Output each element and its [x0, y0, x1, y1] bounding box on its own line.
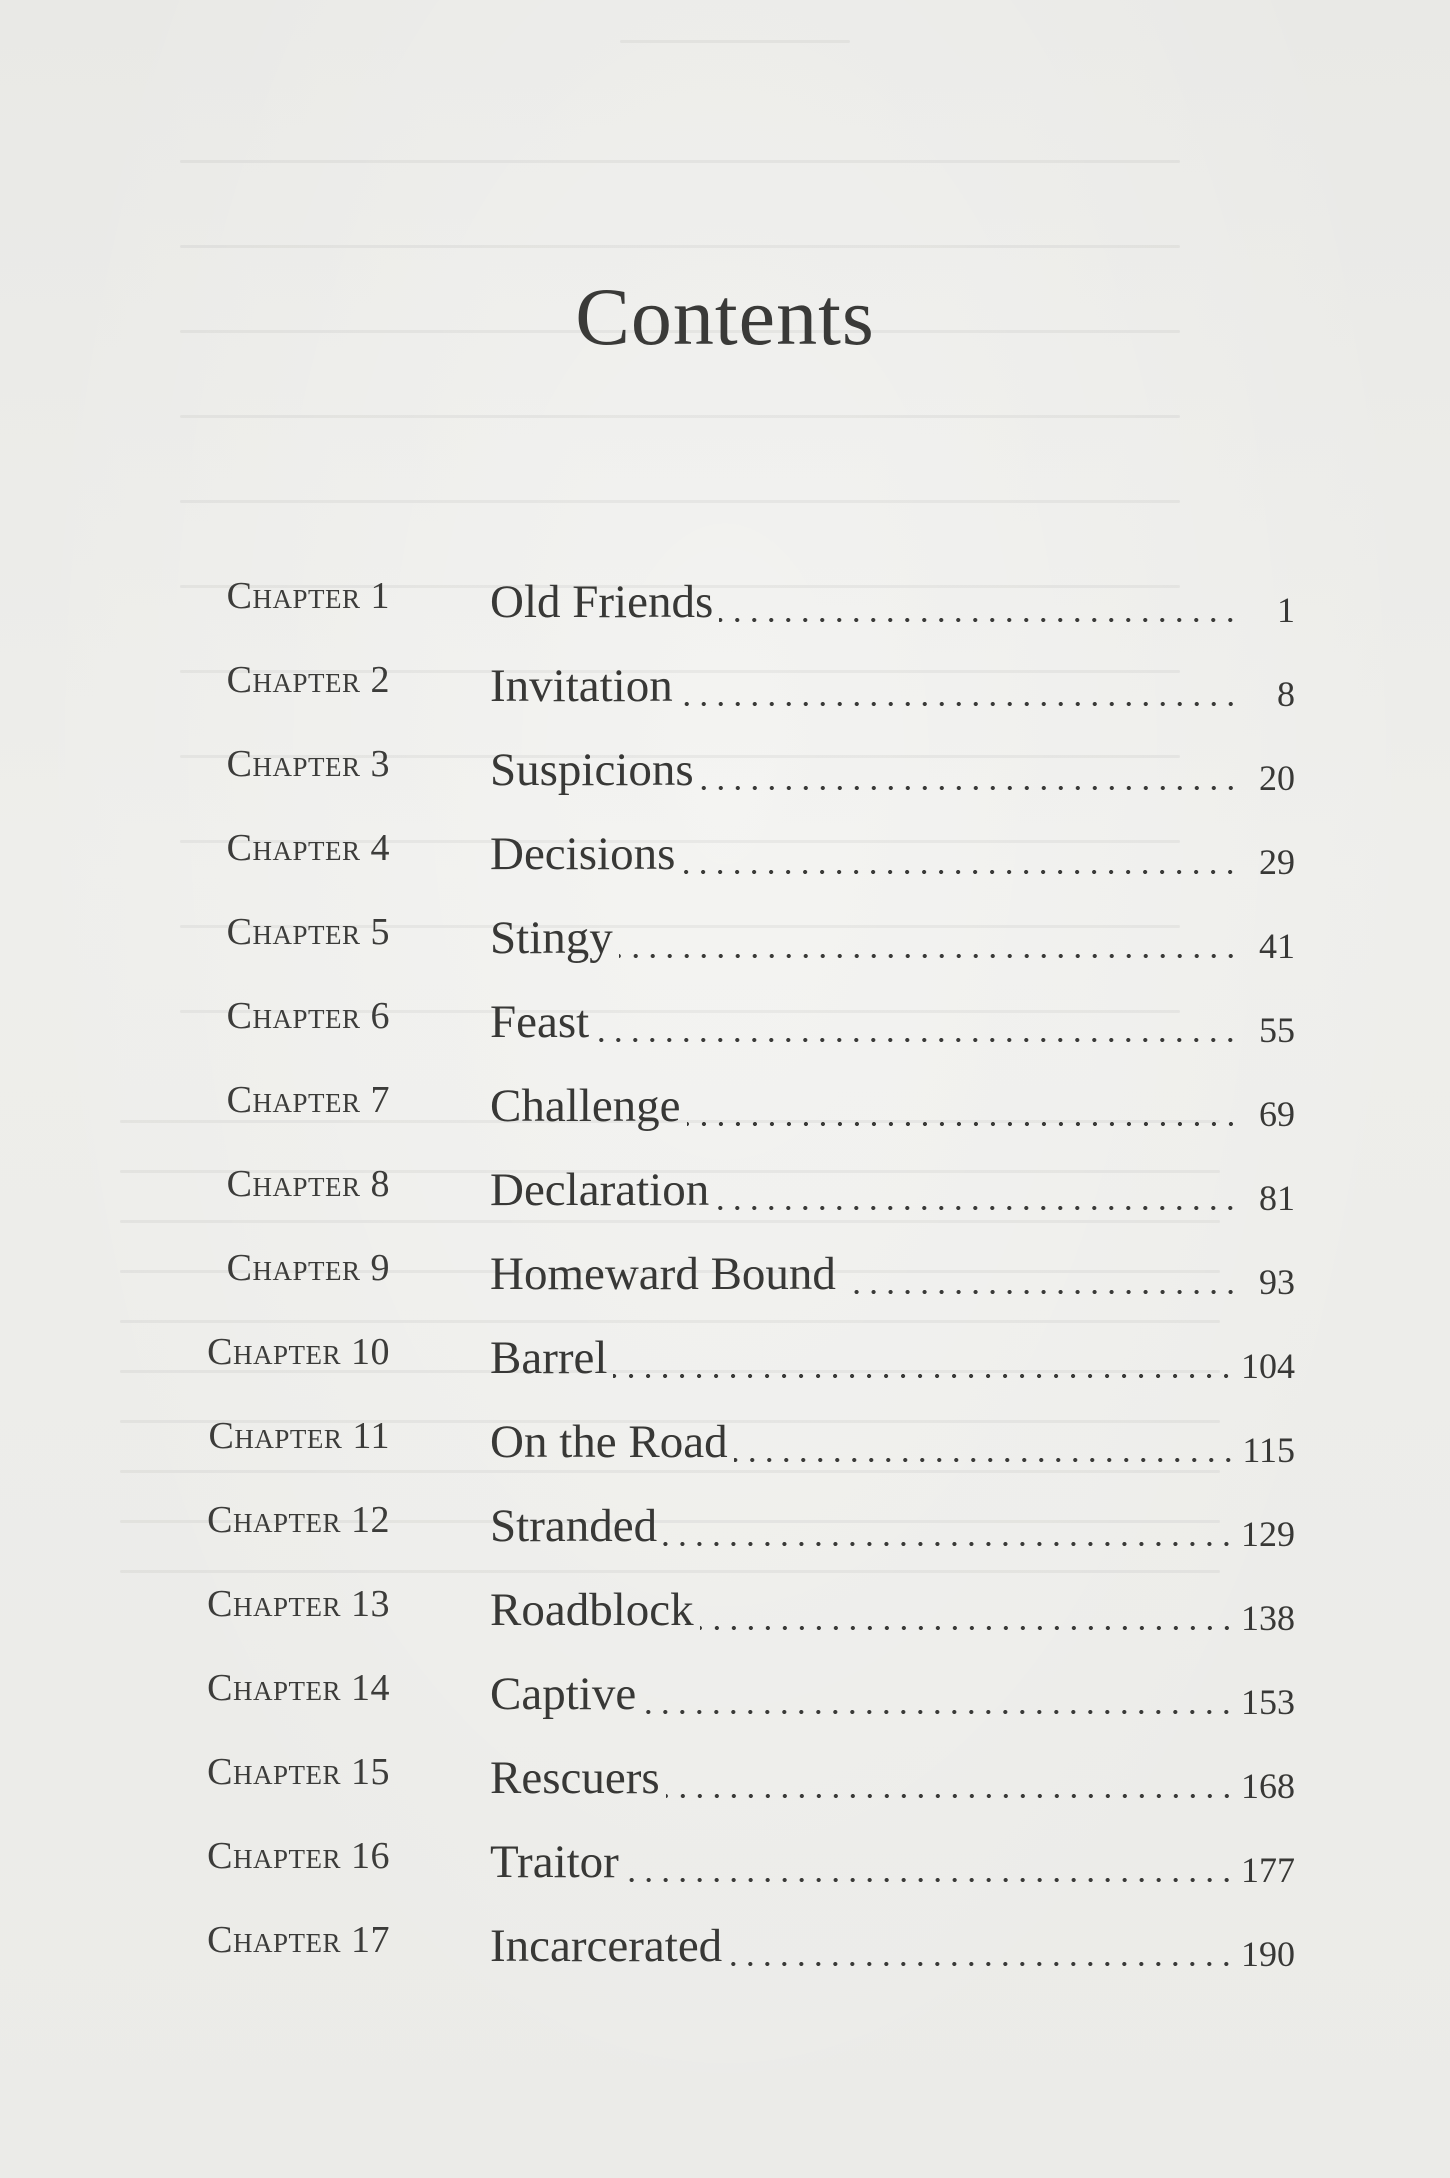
chapter-title: Rescuers [490, 1752, 660, 1804]
page-number: 69 [1259, 1094, 1295, 1134]
dot-leader [700, 784, 1239, 792]
dot-leader [715, 1204, 1239, 1212]
chapter-title: Feast [490, 996, 590, 1048]
chapter-line [490, 644, 1295, 728]
toc-entry [0, 812, 1450, 896]
page-number: 138 [1241, 1598, 1295, 1638]
page-number: 190 [1241, 1934, 1295, 1974]
chapter-line [490, 980, 1295, 1064]
chapter-title: Barrel [490, 1332, 608, 1384]
chapter-number: Chapter 6 [226, 995, 390, 1037]
page-number: 129 [1241, 1514, 1295, 1554]
toc-entry [0, 1652, 1450, 1736]
toc-entry [0, 1148, 1450, 1232]
chapter-line [490, 1568, 1295, 1652]
chapter-number: Chapter 14 [207, 1667, 390, 1709]
dot-leader [625, 1876, 1235, 1884]
chapter-line [490, 728, 1295, 812]
chapter-title: Old Friends [490, 576, 714, 628]
chapter-number: Chapter 16 [207, 1835, 390, 1877]
chapter-line [490, 1316, 1295, 1400]
toc-entry [0, 980, 1450, 1064]
chapter-title: Incarcerated [490, 1920, 723, 1972]
page-title: Contents [575, 271, 875, 362]
page-number: 20 [1259, 758, 1295, 798]
chapter-title: Roadblock [490, 1584, 694, 1636]
chapter-line [490, 812, 1295, 896]
page-number: 177 [1241, 1850, 1295, 1890]
chapter-line [490, 896, 1295, 980]
chapter-line [490, 1232, 1295, 1316]
chapter-line [490, 1484, 1295, 1568]
chapter-title: Stranded [490, 1500, 658, 1552]
chapter-line [490, 1400, 1295, 1484]
chapter-title: On the Road [490, 1416, 728, 1468]
chapter-number: Chapter 3 [226, 743, 390, 785]
page-number: 93 [1259, 1262, 1295, 1302]
chapter-number: Chapter 12 [207, 1499, 390, 1541]
chapter-title: Captive [490, 1668, 637, 1720]
chapter-number: Chapter 11 [208, 1415, 390, 1457]
page-number: 1 [1277, 590, 1295, 630]
chapter-number: Chapter 5 [226, 911, 390, 953]
toc-entry [0, 896, 1450, 980]
chapter-number: Chapter 2 [226, 659, 390, 701]
chapter-title: Homeward Bound [490, 1248, 836, 1300]
chapter-title: Declaration [490, 1164, 710, 1216]
dot-leader [728, 1960, 1235, 1968]
toc-entry [0, 644, 1450, 728]
chapter-title: Stingy [490, 912, 613, 964]
toc-entry [0, 560, 1450, 644]
page-number: 81 [1259, 1178, 1295, 1218]
chapter-title: Invitation [490, 660, 673, 712]
dot-leader [687, 1120, 1239, 1128]
toc-entry [0, 1736, 1450, 1820]
toc-entry [0, 1484, 1450, 1568]
toc-entry [0, 1232, 1450, 1316]
page-number: 115 [1242, 1430, 1295, 1470]
dot-leader [734, 1456, 1237, 1464]
chapter-title: Decisions [490, 828, 676, 880]
toc-entry [0, 1820, 1450, 1904]
chapter-line [490, 1904, 1295, 1988]
page-number: 29 [1259, 842, 1295, 882]
dot-leader [619, 952, 1239, 960]
chapter-number: Chapter 10 [207, 1331, 390, 1373]
dot-leader [595, 1036, 1239, 1044]
chapter-line [490, 1652, 1295, 1736]
page-number: 55 [1259, 1010, 1295, 1050]
chapter-number: Chapter 9 [226, 1247, 390, 1289]
dot-leader [666, 1792, 1235, 1800]
dot-leader [613, 1372, 1235, 1380]
toc-entry [0, 1064, 1450, 1148]
chapter-number: Chapter 7 [226, 1079, 390, 1121]
toc-entry [0, 728, 1450, 812]
chapter-line [490, 1820, 1295, 1904]
page-number: 153 [1241, 1682, 1295, 1722]
page-number: 104 [1241, 1346, 1295, 1386]
toc-entry [0, 1316, 1450, 1400]
dot-leader [679, 700, 1239, 708]
chapter-title: Traitor [490, 1836, 619, 1888]
toc-entry [0, 1400, 1450, 1484]
chapter-number: Chapter 8 [226, 1163, 390, 1205]
dot-leader [700, 1624, 1235, 1632]
chapter-line [490, 560, 1295, 644]
chapter-title: Suspicions [490, 744, 694, 796]
chapter-line [490, 1736, 1295, 1820]
toc-entry [0, 1568, 1450, 1652]
page-number: 168 [1241, 1766, 1295, 1806]
page-number: 41 [1259, 926, 1295, 966]
chapter-number: Chapter 4 [226, 827, 390, 869]
dot-leader [719, 616, 1239, 624]
page-number: 8 [1277, 674, 1295, 714]
chapter-line [490, 1064, 1295, 1148]
chapter-number: Chapter 1 [226, 575, 390, 617]
chapter-line [490, 1148, 1295, 1232]
toc-entry [0, 1904, 1450, 1988]
dot-leader [642, 1708, 1235, 1716]
chapter-number: Chapter 17 [207, 1919, 390, 1961]
chapter-title: Challenge [490, 1080, 681, 1132]
chapter-number: Chapter 15 [207, 1751, 390, 1793]
dot-leader [663, 1540, 1235, 1548]
dot-leader [842, 1288, 1239, 1296]
chapter-number: Chapter 13 [207, 1583, 390, 1625]
dot-leader [681, 868, 1239, 876]
